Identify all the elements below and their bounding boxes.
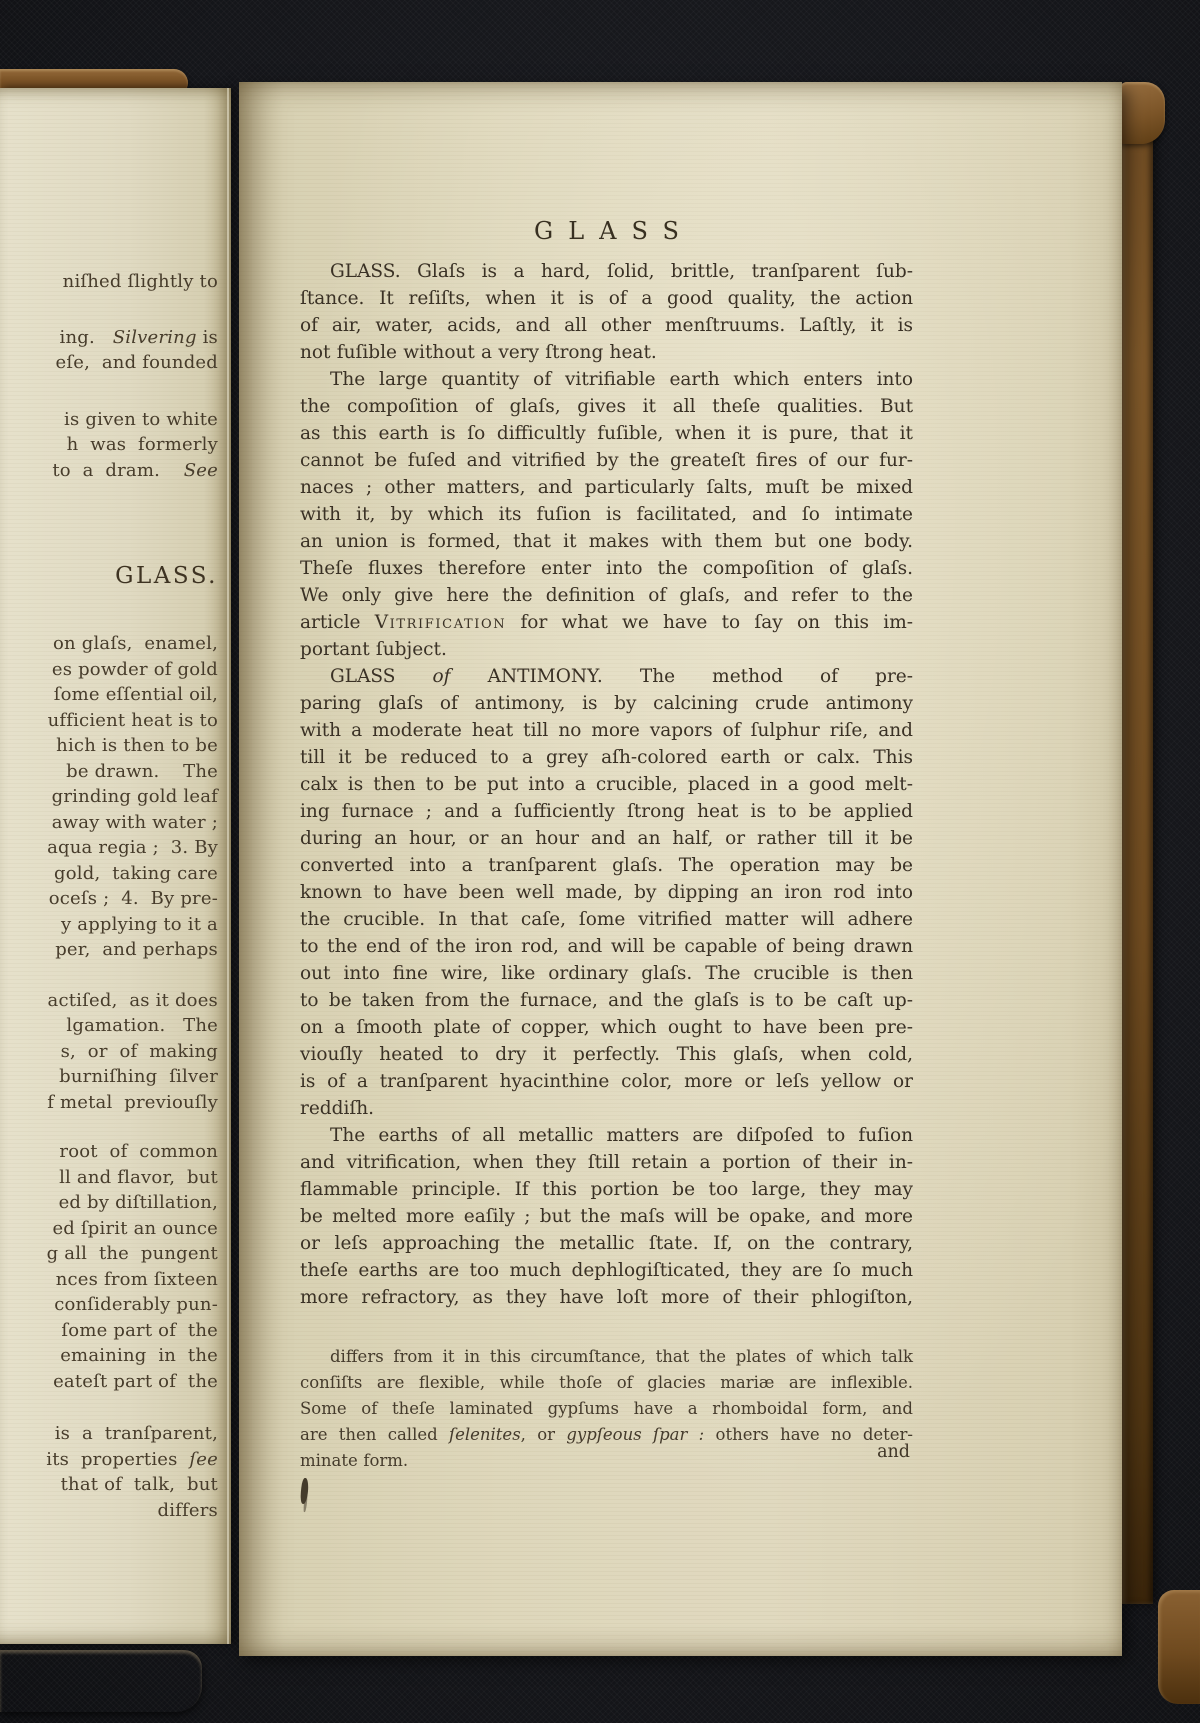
text-line: be melted more eaſily ; but the maſs will be opake, and more xyxy=(300,1206,913,1227)
leather-spine-right xyxy=(1122,92,1153,1604)
text-line: differs xyxy=(157,1499,218,1521)
text-line: more refractory, as they have loſt more of their phlogiſton, xyxy=(300,1287,913,1308)
text-line: flammable principle. If this portion be too large, they may xyxy=(300,1179,913,1200)
text-line: f metal previouſly xyxy=(47,1091,218,1113)
text-line: ed ſpirit an ounce xyxy=(52,1217,218,1239)
text-line: gold, taking care xyxy=(54,862,218,884)
text-line: to be taken from the furnace, and the glaſs is to be caſt up- xyxy=(300,990,913,1011)
paragraph xyxy=(300,663,913,1122)
text-line: GLASS of ANTIMONY. The method of pre- xyxy=(330,666,913,687)
text-line: niſhed ſlightly to xyxy=(62,271,218,292)
text-line: or leſs approaching the metallic ſtate. If, on the contrary, xyxy=(300,1233,913,1254)
text-line: on a ſmooth plate of copper, which ought to have been pre- xyxy=(300,1017,913,1038)
text-line: during an hour, or an hour and an half, or rather till it be xyxy=(300,828,913,849)
main-text-column xyxy=(300,214,913,1311)
text-line: reddiſh. xyxy=(300,1098,375,1119)
footnote xyxy=(300,1344,913,1474)
text-line: as this earth is ſo difficultly fuſible, when it is pure, that it xyxy=(300,423,913,444)
text-line: aqua regia ; 3. By xyxy=(47,837,218,858)
text-line: ed by diſtillation, xyxy=(58,1192,218,1213)
text-line: with a moderate heat till no more vapors of ſulphur riſe, and xyxy=(300,720,913,741)
text-line: We only give here the definition of glaſs, and refer to the xyxy=(300,585,913,606)
text-line: cannot be fuſed and vitrified by the greateſt fires of our fur- xyxy=(300,450,913,471)
text-line: h was formerly xyxy=(66,434,218,455)
text-line: oceſs ; 4. By pre- xyxy=(48,888,218,909)
text-line: its properties ſee xyxy=(46,1448,218,1470)
text-line: es powder of gold xyxy=(51,658,218,680)
text-line: is of a tranſparent hyacinthine color, more or leſs yellow or xyxy=(300,1071,913,1092)
leather-binding-bottom-right xyxy=(1158,1590,1200,1704)
text-line: are then called ſelenites, or gypſeous ſpar : others have no deter- xyxy=(300,1425,913,1444)
body-text xyxy=(300,258,913,1311)
text-line: the compoſition of glaſs, gives it all theſe qualities. But xyxy=(300,396,913,417)
text-line: nces from ſixteen xyxy=(55,1268,218,1290)
text-line: actiſed, as it does xyxy=(47,989,218,1011)
text-line: calx is then to be put into a crucible, placed in a good melt- xyxy=(300,774,913,795)
text-line: paring glaſs of antimony, is by calcining crude antimony xyxy=(300,693,913,714)
paragraph xyxy=(300,1344,913,1474)
text-line: out into fine wire, like ordinary glaſs. The crucible is then xyxy=(300,963,913,984)
text-line: Some of theſe laminated gypſums have a rhomboidal form, and xyxy=(300,1399,913,1418)
text-line: and vitrification, when they ſtill retain a portion of their in- xyxy=(300,1152,913,1173)
left-page-edge xyxy=(0,88,231,1644)
text-line: ufficient heat is to xyxy=(47,709,218,731)
text-line: the crucible. In that caſe, ſome vitrified matter will adhere xyxy=(300,909,913,930)
text-line: burniſhing ſilver xyxy=(59,1066,218,1087)
text-line: emaining in the xyxy=(60,1345,218,1366)
text-line: viouſly heated to dry it perfectly. This glaſs, when cold, xyxy=(300,1044,913,1065)
text-line: lgamation. The xyxy=(66,1015,218,1036)
text-line: to a dram. See xyxy=(52,459,218,481)
text-line: portant ſubject. xyxy=(300,639,447,660)
text-line: be drawn. The xyxy=(66,760,218,782)
text-line: ll and flavor, but xyxy=(59,1166,218,1188)
paragraph xyxy=(300,258,913,366)
text-line: ing. Silvering is xyxy=(59,326,218,348)
text-line: on glaſs, enamel, xyxy=(52,633,218,654)
leather-spine-top-corner xyxy=(1119,82,1165,144)
text-line: theſe earths are too much dephlogiſticated, they are ſo much xyxy=(300,1260,913,1281)
text-line: ſome eſſential oil, xyxy=(53,684,218,705)
text-line: The large quantity of vitrifiable earth which enters into xyxy=(330,369,913,390)
text-line: of air, water, acids, and all other menſtruums. Laſtly, it is xyxy=(300,315,913,336)
text-line: GLASS. Glaſs is a hard, ſolid, brittle, tranſparent ſub- xyxy=(330,261,913,282)
text-line: article Vitrification for what we have to ſay on this im- xyxy=(300,612,913,633)
catchword: and xyxy=(877,1442,910,1462)
text-line: grinding gold leaf xyxy=(51,786,218,807)
text-line: per, and perhaps xyxy=(55,939,218,960)
paragraph xyxy=(300,1122,913,1311)
main-page xyxy=(239,82,1122,1656)
text-line: root of common xyxy=(59,1141,218,1162)
text-line: with it, by which its fuſion is facilitated, and ſo intimate xyxy=(300,504,913,525)
text-line: ing furnace ; and a ſufficiently ſtrong heat is to be applied xyxy=(300,801,913,822)
text-line: s, or of making xyxy=(60,1040,218,1062)
text-line: The earths of all metallic matters are diſpoſed to fuſion xyxy=(330,1125,913,1146)
text-line: conſiderably pun- xyxy=(54,1294,218,1315)
text-line: till it be reduced to a grey aſh-colored earth or calx. This xyxy=(300,747,913,768)
text-line: is given to white xyxy=(64,408,218,430)
text-line: conſiſts are flexible, while thoſe of glacies mariæ are inflexible. xyxy=(300,1373,913,1392)
text-line: converted into a tranſparent glaſs. The operation may be xyxy=(300,855,913,876)
text-line: an union is formed, that it makes with them but one body. xyxy=(300,531,913,552)
page-heading: GLASS xyxy=(534,217,694,245)
text-line: GLASS. xyxy=(115,563,218,589)
text-line: naces ; other matters, and particularly ſalts, muſt be mixed xyxy=(300,477,913,498)
text-line: that of talk, but xyxy=(60,1474,218,1495)
text-line: away with water ; xyxy=(51,811,218,833)
text-line: not fuſible without a very ſtrong heat. xyxy=(300,342,657,363)
text-line: known to have been well made, by dipping an iron rod into xyxy=(300,882,913,903)
text-line: differs from it in this circumſtance, that the plates of which talk xyxy=(330,1347,913,1366)
text-line: y applying to it a xyxy=(60,913,218,935)
text-line: ſome part of the xyxy=(61,1319,218,1341)
leather-binding-bottom-left xyxy=(0,1650,202,1712)
ink-mark xyxy=(300,1478,309,1505)
left-page-text-column xyxy=(0,269,218,1523)
text-line: ſtance. It reſiſts, when it is of a good quality, the action xyxy=(300,288,913,309)
text-line: eateſt part of the xyxy=(53,1370,218,1392)
paragraph xyxy=(300,366,913,663)
text-line: minate form. xyxy=(300,1451,409,1470)
text-line: hich is then to be xyxy=(56,735,218,756)
text-line: eſe, and founded xyxy=(55,352,218,373)
text-line: to the end of the iron rod, and will be capable of being drawn xyxy=(300,936,913,957)
text-line: Theſe fluxes therefore enter into the compoſition of glaſs. xyxy=(300,558,913,579)
text-line: g all the pungent xyxy=(46,1243,218,1264)
text-line: is a tranſparent, xyxy=(54,1423,218,1444)
